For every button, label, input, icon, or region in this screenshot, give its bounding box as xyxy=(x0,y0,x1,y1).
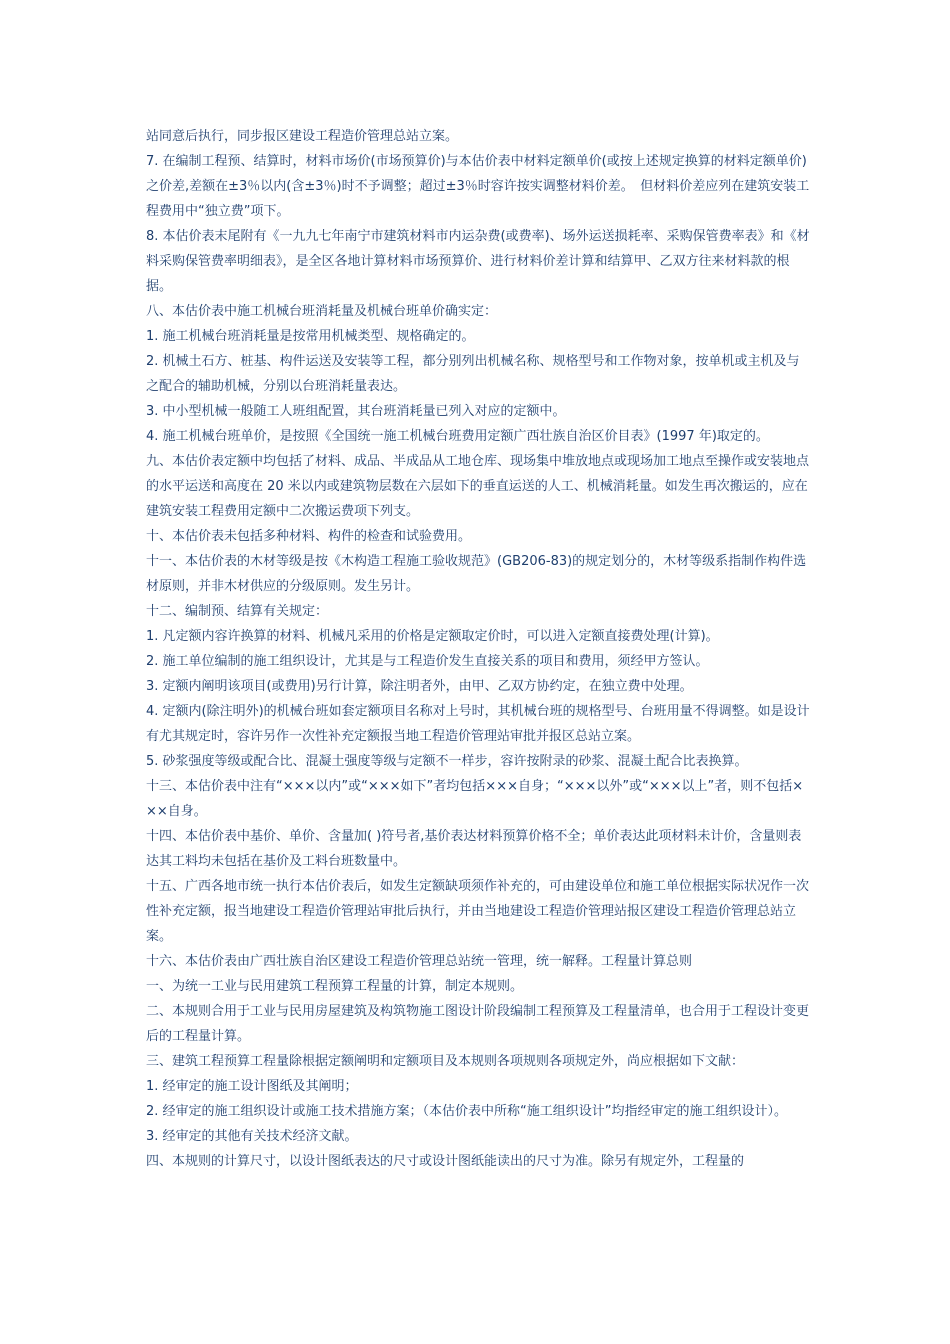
paragraph: 十一、本估价表的木材等级是按《木构造工程施工验收规范》(GB206-83)的规定划分的，木材等级系指制作构件选材原则，并非木材供应的分级原则。发生另计。 xyxy=(146,554,807,594)
paragraph: 3. 经审定的其他有关技术经济文献。 xyxy=(146,1129,358,1144)
paragraph: 3. 中小型机械一般随工人班组配置，其台班消耗量已列入对应的定额中。 xyxy=(146,404,566,419)
paragraph: 2. 机械土石方、桩基、构件运送及安装等工程，都分别列出机械名称、规格型号和工作物对象，按单机或主机及与之配合的辅助机械，分别以台班消耗量表达。 xyxy=(146,354,800,394)
paragraph: 1. 施工机械台班消耗量是按常用机械类型、规格确定的。 xyxy=(146,329,475,344)
paragraph: 5. 砂浆强度等级或配合比、混凝土强度等级与定额不一样步，容许按附录的砂浆、混凝土配合比表换算。 xyxy=(146,754,748,769)
paragraph: 四、本规则的计算尺寸，以设计图纸表达的尺寸或设计图纸能读出的尺寸为准。除另有规定外，工程量的 xyxy=(146,1154,745,1169)
paragraph: 十三、本估价表中注有“×××以内”或“×××如下”者均包括×××自身；“×××以外”或“×××以上”者，则不包括×××自身。 xyxy=(146,779,804,819)
paragraph: 八、本估价表中施工机械台班消耗量及机械台班单价确实定： xyxy=(146,304,498,319)
paragraph: 站同意后执行，同步报区建设工程造价管理总站立案。 xyxy=(146,129,459,144)
paragraph: 一、为统一工业与民用建筑工程预算工程量的计算，制定本规则。 xyxy=(146,979,524,994)
paragraph: 2. 经审定的施工组织设计或施工技术措施方案；（本估价表中所称“施工组织设计”均指经审定的施工组织设计）。 xyxy=(146,1104,788,1119)
paragraph: 二、本规则合用于工业与民用房屋建筑及构筑物施工图设计阶段编制工程预算及工程量清单，也合用于工程设计变更后的工程量计算。 xyxy=(146,1004,810,1044)
document-body xyxy=(146,124,810,1174)
paragraph: 1. 经审定的施工设计图纸及其阐明； xyxy=(146,1079,358,1094)
paragraph: 十二、编制预、结算有关规定： xyxy=(146,604,329,619)
paragraph: 4. 施工机械台班单价，是按照《全国统一施工机械台班费用定额广西壮族自治区价目表》(1997 年)取定的。 xyxy=(146,429,769,444)
paragraph: 十六、本估价表由广西壮族自治区建设工程造价管理总站统一管理，统一解释。工程量计算总则 xyxy=(146,954,693,969)
paragraph: 十四、本估价表中基价、单价、含量加( )符号者,基价表达材料预算价格不全；单价表达此项材料未计价，含量则表达其工料均未包括在基价及工料台班数量中。 xyxy=(146,829,802,869)
paragraph: 7. 在编制工程预、结算时，材料市场价(市场预算价)与本估价表中材料定额单价(或按上述规定换算的材料定额单价)之价差,差额在±3％以内(含±3％)时不予调整；超过±3％时容许按实调整材料价差。 但材料价差应列在建筑安装工程费用中“独立费”项下。 xyxy=(146,154,810,219)
paragraph: 十五、广西各地市统一执行本估价表后，如发生定额缺项须作补充的，可由建设单位和施工单位根据实际状况作一次性补充定额，报当地建设工程造价管理站审批后执行，并由当地建设工程造价管理站报区建设工程造价管理总站立案。 xyxy=(146,879,810,944)
paragraph: 三、建筑工程预算工程量除根据定额阐明和定额项目及本规则各项规则各项规定外，尚应根据如下文献： xyxy=(146,1054,745,1069)
paragraph: 4. 定额内(除注明外)的机械台班如套定额项目名称对上号时，其机械台班的规格型号、台班用量不得调整。如是设计有尤其规定时，容许另作一次性补充定额报当地工程造价管理站审批并报区总站立案。 xyxy=(146,704,810,744)
paragraph: 2. 施工单位编制的施工组织设计，尤其是与工程造价发生直接关系的项目和费用，须经甲方签认。 xyxy=(146,654,709,669)
paragraph: 九、本估价表定额中均包括了材料、成品、半成品从工地仓库、现场集中堆放地点或现场加工地点至操作或安装地点的水平运送和高度在 20 米以内或建筑物层数在六层如下的垂直运送的人工、机械消耗量。如发生再次搬运的，应在建筑安装工程费用定额中二次搬运费项下列支。 xyxy=(146,454,810,519)
paragraph: 8. 本估价表末尾附有《一九九七年南宁市建筑材料市内运杂费(或费率)、场外运送损耗率、采购保管费率表》和《材料采购保管费率明细表》，是全区各地计算材料市场预算价、进行材料价差计算和结算甲、乙双方往来材料款的根据。 xyxy=(146,229,810,294)
paragraph: 3. 定额内阐明该项目(或费用)另行计算，除注明者外，由甲、乙双方协约定，在独立费中处理。 xyxy=(146,679,693,694)
paragraph: 1. 凡定额内容许换算的材料、机械凡采用的价格是定额取定价时，可以进入定额直接费处理(计算)。 xyxy=(146,629,719,644)
paragraph: 十、本估价表未包括多种材料、构件的检查和试验费用。 xyxy=(146,529,472,544)
